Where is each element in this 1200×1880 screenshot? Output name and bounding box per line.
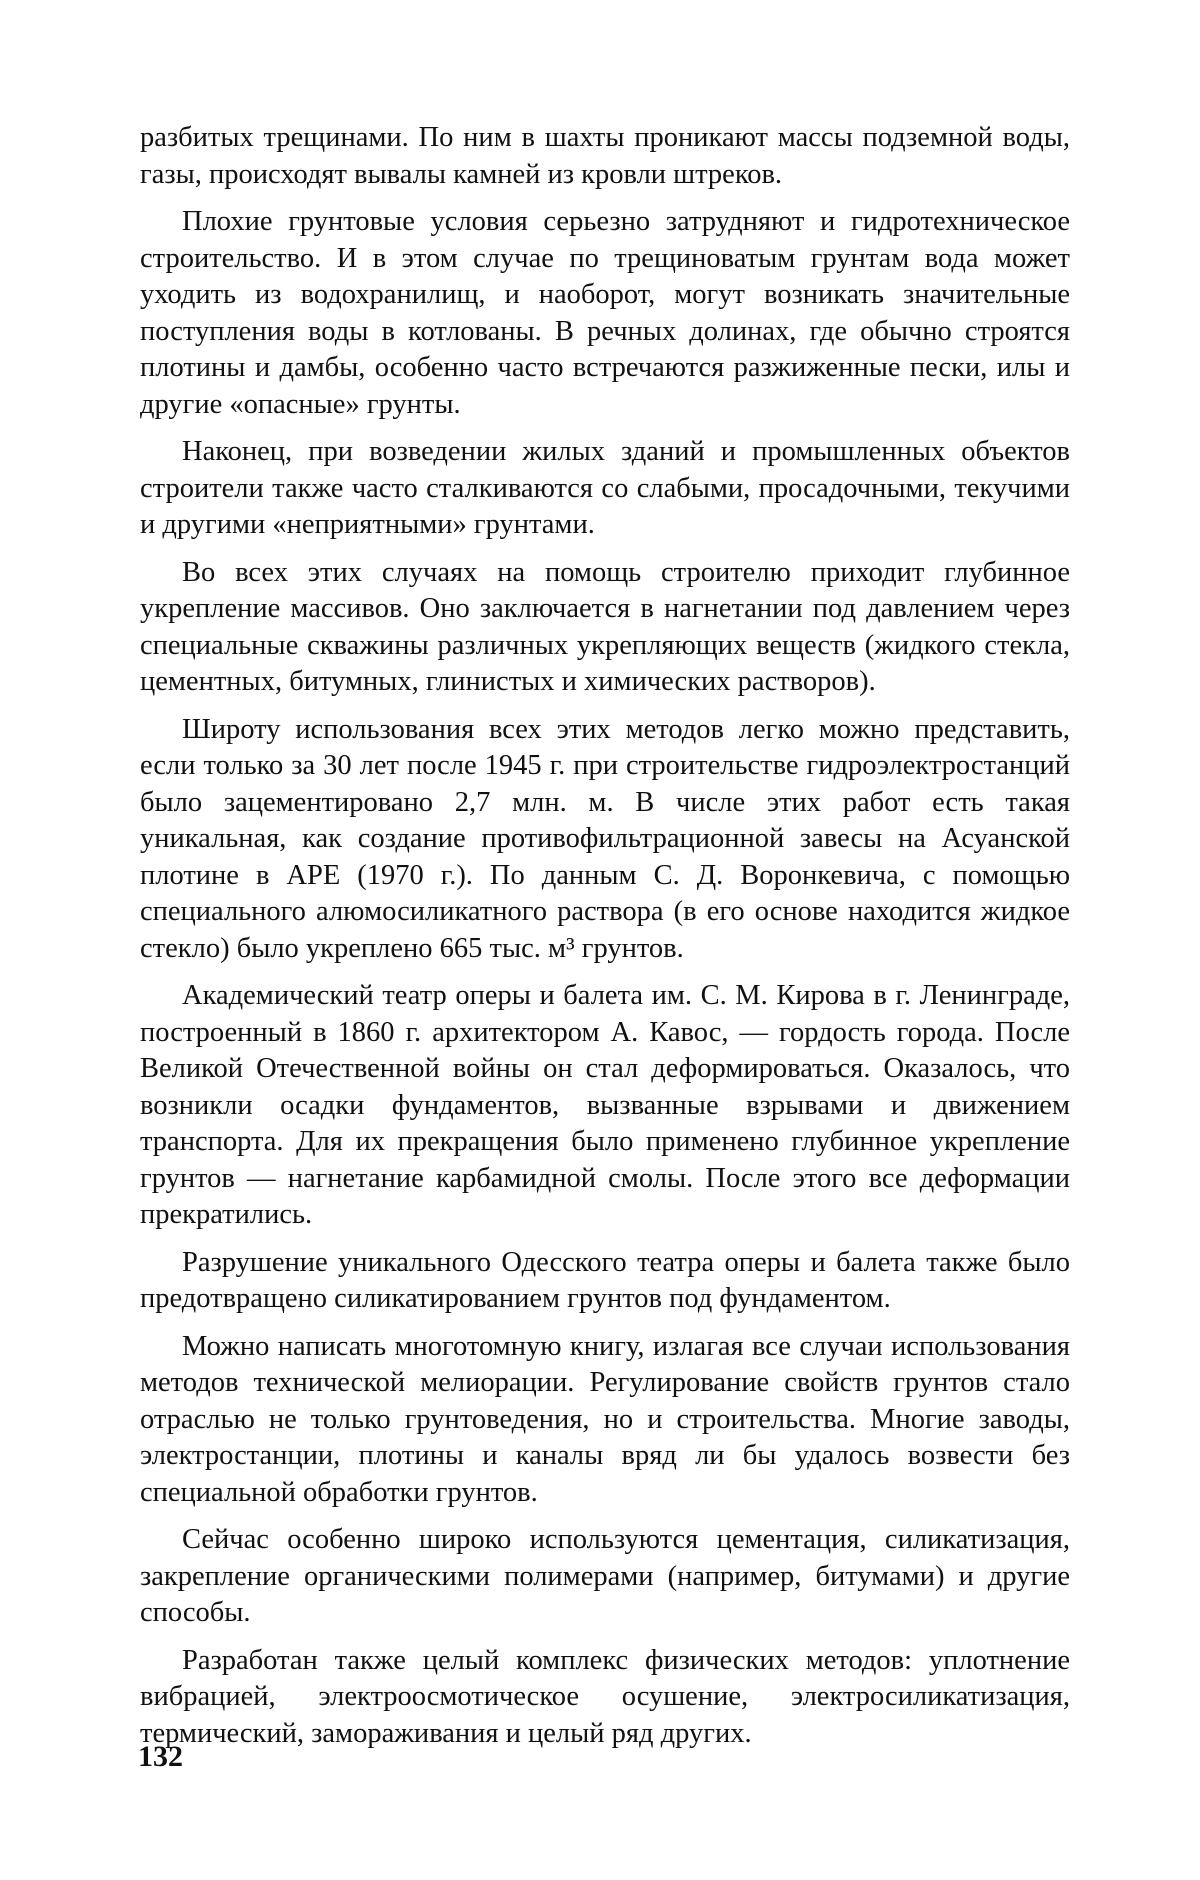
paragraph: Разработан также целый комплекс физических методов: уплотнение вибрацией, электроосмотическое осушение, электросиликатизация, термический, замораживания и целый ряд других. [140, 1644, 1070, 1749]
paragraph: Во всех этих случаях на помощь строителю приходит глубинное укрепление массивов. Оно заключается в нагнетании под давлением через специальные скважины различных укрепляющих веществ (жидкого стекла, цементных, битумных, глинистых и химических растворов). [140, 556, 1070, 697]
paragraph: Широту использования всех этих методов легко можно представить, если только за 30 лет после 1945 г. при строительстве гидроэлектростанций было зацементировано 2,7 млн. м. В числе этих работ есть такая уникальная, как создание противофильтрационной завесы на Асуанской плотине в АРЕ (1970 г.). По данным С. Д. Воронкевича, с помощью специального алюмосиликатного раствора (в его основе находится жидкое стекло) было укреплено 665 тыс. м³ грунтов. [140, 713, 1070, 964]
paragraph: Сейчас особенно широко используются цементация, силикатизация, закрепление органическими полимерами (например, битумами) и другие способы. [140, 1524, 1070, 1628]
page-number: 132 [138, 1740, 183, 1773]
paragraph: Можно написать многотомную книгу, излагая все случаи использования методов технической мелиорации. Регулирование свойств грунтов стало отраслью не только грунтоведения, но и строительства. Многие заводы, электростанции, плотины и каналы вряд ли бы удалось возвести без специальной обработки грунтов. [140, 1330, 1070, 1508]
paragraph: Наконец, при возведении жилых зданий и промышленных объектов строители также часто сталкиваются со слабыми, просадочными, текучими и другими «неприятными» грунтами. [140, 436, 1070, 540]
paragraph: разбитых трещинами. По ним в шахты проникают массы подземной воды, газы, происходят вывалы камней из кровли штреков. [140, 122, 1070, 190]
paragraph: Разрушение уникального Одесского театра оперы и балета также было предотвращено силикатированием грунтов под фундаментом. [140, 1246, 1070, 1314]
paragraph: Академический театр оперы и балета им. С. М. Кирова в г. Ленинграде, построенный в 1860 г. архитектором А. Кавос, — гордость города. После Великой Отечественной войны он стал деформироваться. Оказалось, что возникли осадки фундаментов, вызванные взрывами и движением транспорта. Для их прекращения было применено глубинное укрепление грунтов — нагнетание карбамидной смолы. После этого все деформации прекратились. [140, 980, 1070, 1230]
paragraph: Плохие грунтовые условия серьезно затрудняют и гидротехническое строительство. И в этом случае по трещиноватым грунтам вода может уходить из водохранилищ, и наоборот, могут возникать значительные поступления воды в котлованы. В речных долинах, где обычно строятся плотины и дамбы, особенно часто встречаются разжиженные пески, илы и другие «опасные» грунты. [140, 206, 1070, 420]
page-text [140, 120, 1070, 1763]
